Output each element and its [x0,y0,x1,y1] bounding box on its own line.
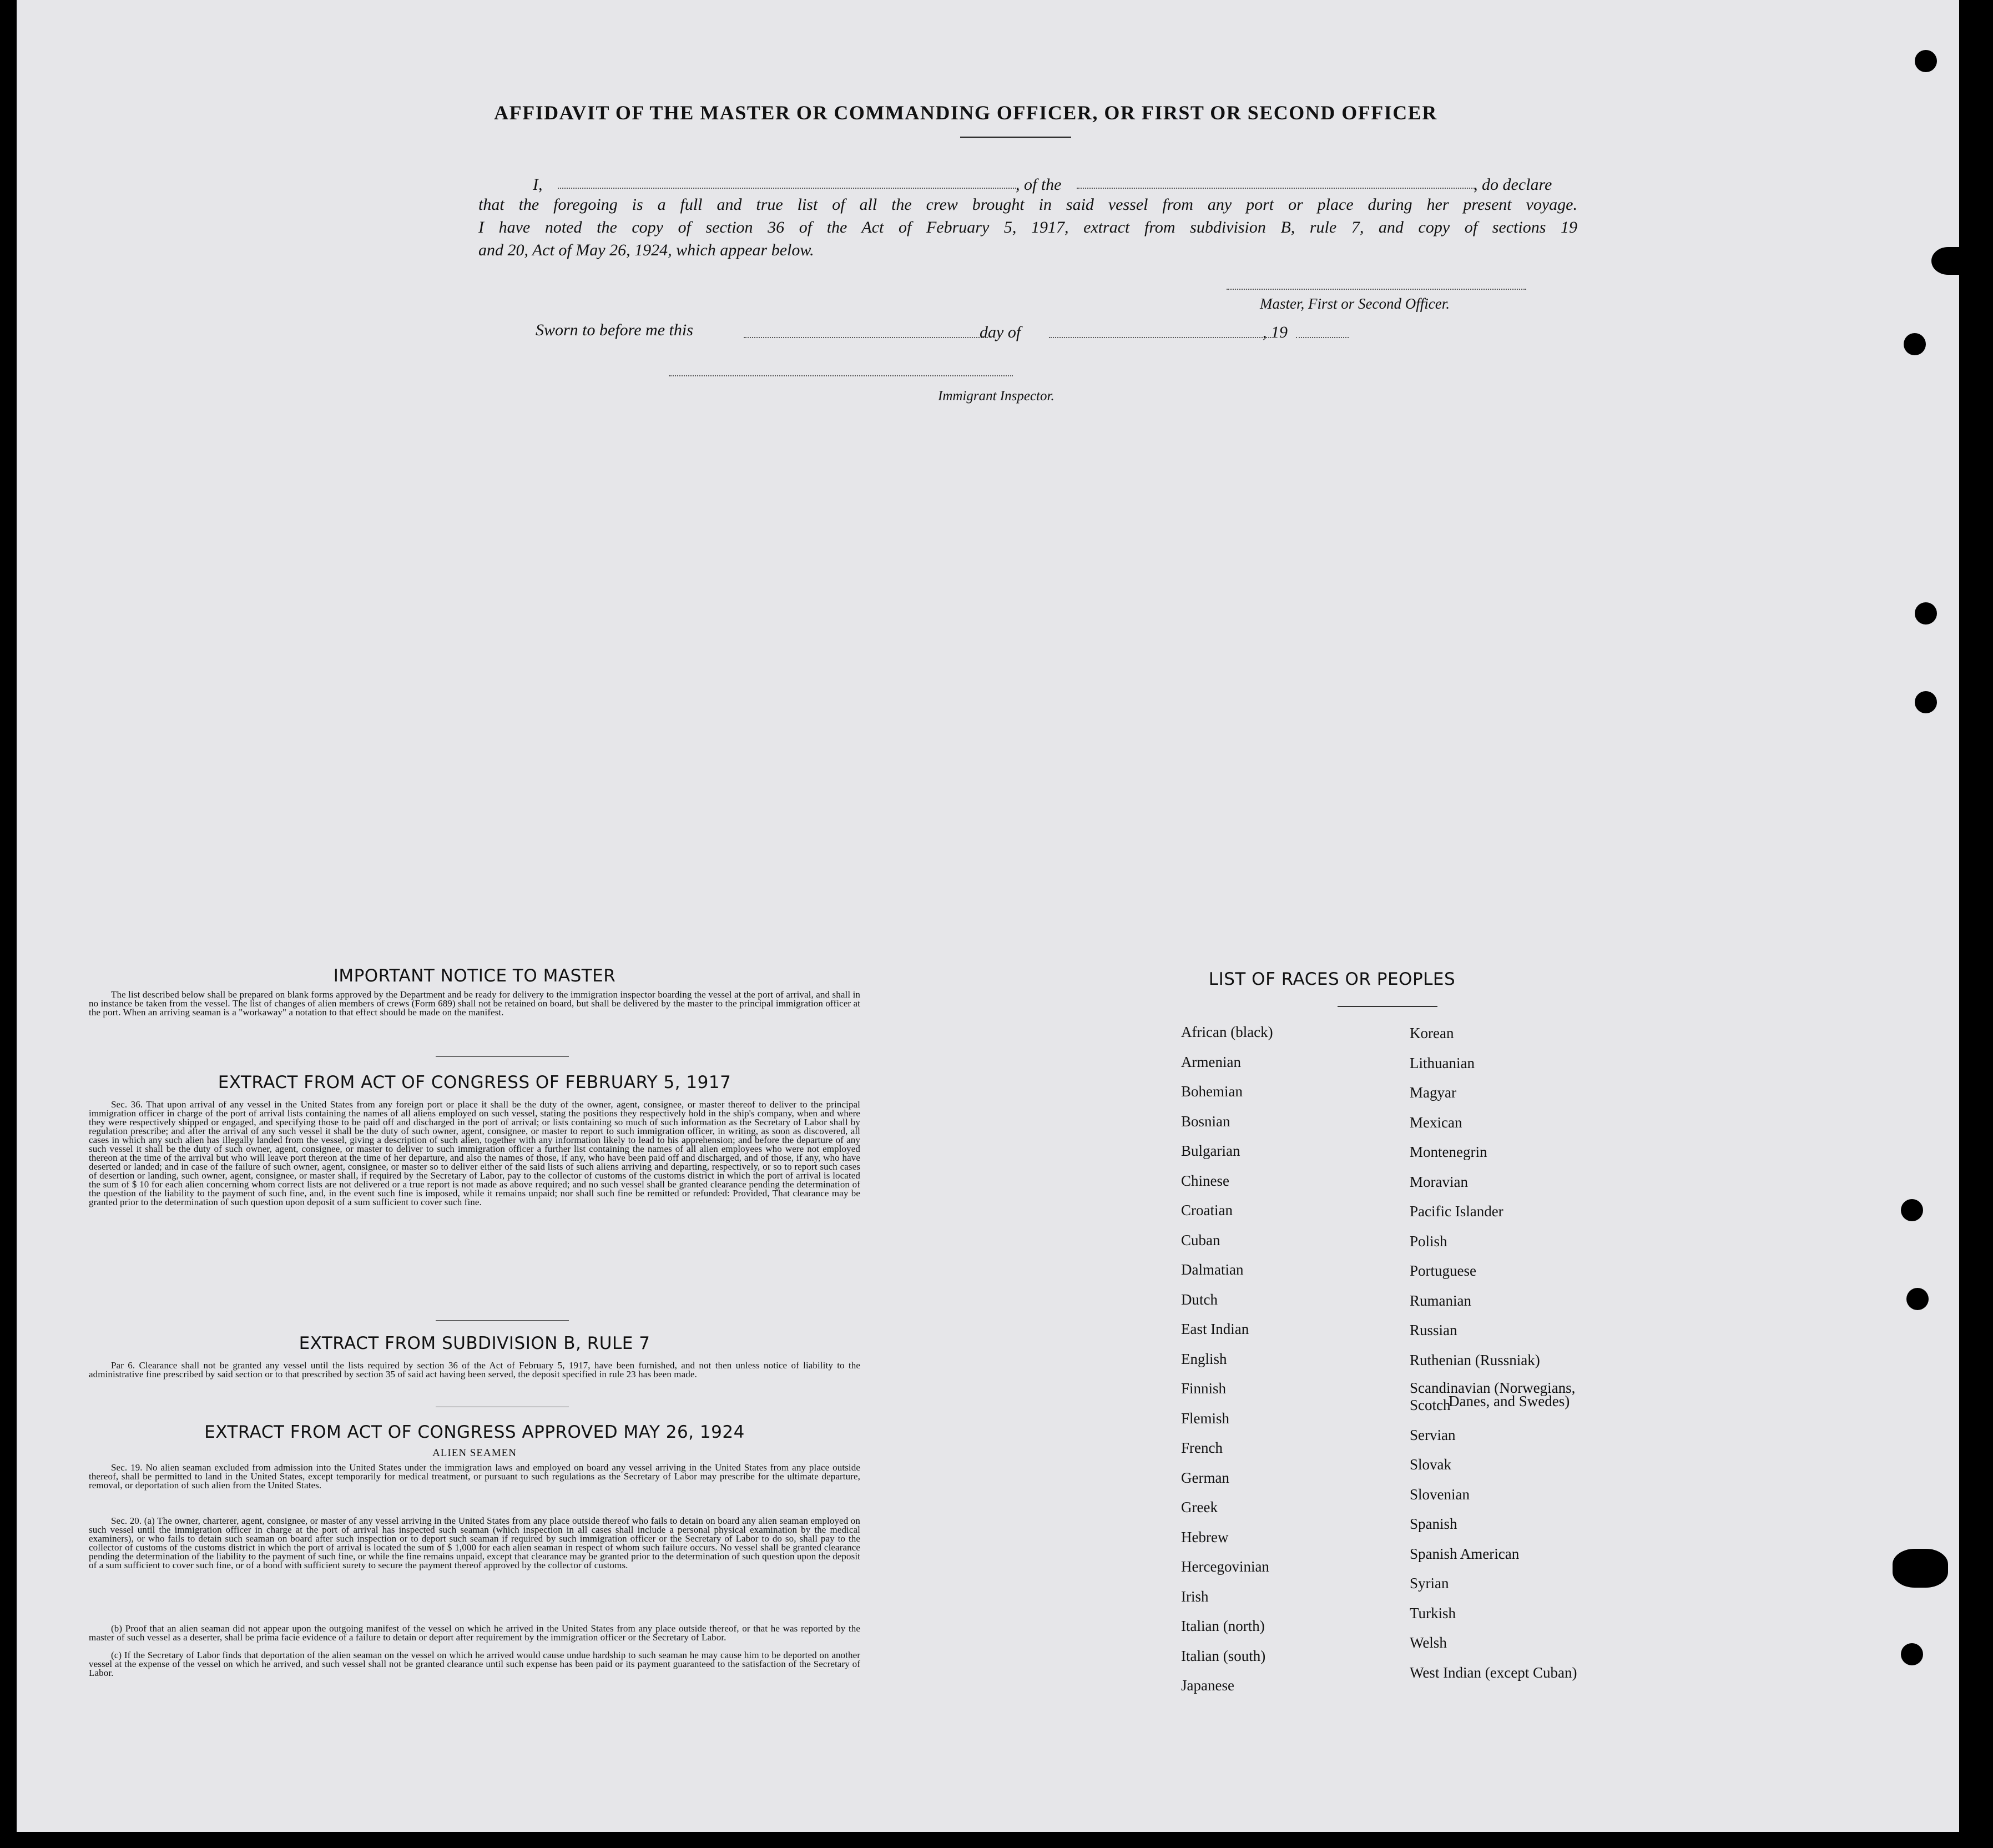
race-item: Croatian [1181,1202,1233,1218]
race-item: Irish [1181,1588,1209,1605]
race-item: Japanese [1181,1677,1234,1694]
affidavit-title: AFFIDAVIT OF THE MASTER OR COMMANDING OFFICER, OR FIRST OR SECOND OFFICER [494,102,1437,124]
punch-hole [1901,1643,1923,1665]
affidavit-line-2: that the foregoing is a full and true list of all the crew brought in said vessel from any port or place during her present voyage. [478,195,1577,214]
race-item: Polish [1410,1232,1447,1250]
race-item: Italian (north) [1181,1618,1265,1634]
act-1924-title: EXTRACT FROM ACT OF CONGRESS APPROVED MAY 26, 1924 [204,1422,745,1442]
race-item: Bohemian [1181,1083,1243,1100]
race-item: Hebrew [1181,1528,1229,1545]
inspector-caption: Immigrant Inspector. [938,389,1054,404]
notice-title: IMPORTANT NOTICE TO MASTER [333,966,616,986]
act-1917-title: EXTRACT FROM ACT OF CONGRESS OF FEBRUARY 5, 1917 [218,1072,731,1092]
race-item: Magyar [1410,1084,1456,1101]
race-item: Flemish [1181,1409,1230,1427]
inspector-signature-line[interactable] [669,375,1013,376]
race-item: Mexican [1410,1114,1462,1131]
sec-20b-text: (b) Proof that an alien seaman did not appear upon the outgoing manifest of the vessel on which he arrived in the United States from any place outside thereof, or that he was reported by the master of such vessel as a deserter, shall be prima facie evidence of a failure to detain or deport after requirement by the immigration officer or the Secretary of Labor. [89,1623,860,1643]
races-title: LIST OF RACES OR PEOPLES [1208,969,1456,989]
race-item: Ruthenian (Russniak) [1410,1351,1540,1368]
race-item: Greek [1181,1499,1218,1515]
races-left-column [1181,1024,1273,1707]
race-item: Armenian [1181,1053,1241,1070]
year-prefix: , 19 [1263,323,1288,341]
affidavit-declare: , do declare [1474,175,1552,194]
sworn-day-blank[interactable] [744,337,988,338]
race-item: English [1181,1350,1227,1367]
punch-hole [1915,691,1937,713]
race-item: Korean [1410,1025,1454,1041]
name-blank[interactable] [558,188,1018,189]
affidavit-line-4: and 20, Act of May 26, 1924, which appear below. [478,241,814,259]
race-item: Dutch [1181,1291,1218,1308]
torn-edge [1893,1549,1948,1588]
race-item: Slovenian [1410,1486,1470,1503]
day-of-text: day of [980,323,1021,341]
master-signature-line[interactable] [1227,289,1526,290]
punch-hole [1906,1288,1929,1310]
race-item-line: Scandinavian (Norwegians, [1410,1379,1576,1396]
race-item: Portuguese [1410,1262,1476,1279]
race-item: Syrian [1410,1575,1449,1592]
race-item: Servian [1410,1426,1456,1443]
vessel-blank[interactable] [1077,188,1476,189]
punch-hole [1915,602,1937,625]
year-blank[interactable] [1296,337,1349,338]
race-item: Finnish [1181,1380,1227,1397]
rule-7-text: Par 6. Clearance shall not be granted any vessel until the lists required by section 36 of the Act of February 5, 1917, have been furnished, and not then unless notice of liability to the administrative fine prescribed by said section or to that prescribed by section 35 of said act having been served, the deposit specified in rule 23 has been made. [89,1360,860,1379]
notice-text: The list described below shall be prepared on blank forms approved by the Department and be ready for delivery to the immigration inspector boarding the vessel at the port of arrival, and shall in no instance be taken from the vessel. The list of changes of alien members of crews (Form 689) shall not be retained on board, but shall be delivered by the master to the principal immigration officer at the port. When an arriving seaman is a "workaway" a notation to that effect should be made on the manifest. [89,989,860,1018]
race-item: French [1181,1439,1223,1456]
race-item: Russian [1410,1322,1457,1338]
affidavit-line-3: I have noted the copy of section 36 of the Act of February 5, 1917, extract from subdivision B, rule 7, and copy of sections 19 [478,218,1577,236]
affidavit-i: I, [533,175,543,194]
race-item-line: Danes, and Swedes) [1449,1393,1570,1409]
race-item: Spanish American [1410,1545,1520,1562]
master-signature-caption: Master, First or Second Officer. [1260,295,1450,312]
punch-hole [1915,50,1937,72]
races-right-column [1410,1025,1577,1694]
punch-hole [1904,333,1926,355]
rule-7-title: EXTRACT FROM SUBDIVISION B, RULE 7 [299,1333,650,1353]
race-item: African (black) [1181,1024,1273,1040]
race-item: Moravian [1410,1173,1468,1190]
sworn-month-blank[interactable] [1049,337,1271,338]
torn-edge [1931,247,1959,275]
race-item: Chinese [1181,1172,1229,1189]
act-1917-text: Sec. 36. That upon arrival of any vessel in the United States from any foreign port or place it shall be the duty of the owner, agent, consignee, or master thereof to deliver to the principal immigration officer in charge of the port of arrival lists containing the names of all aliens employed on such vessel, stating the positions they respectively hold in the ship's company, when and where they were respectively shipped or engaged, and specifying those to be paid off and discharged in the port of arrival; or lists containing so much of such information as the Secretary of Labor shall by regulation prescribe; and after the arrival of any such vessel it shall be the duty of such owner, agent, consignee, or master to report to such immigration officer, in writing, as soon as discovered, all cases in which any such alien has illegally landed from the vessel, giving a description of such alien, together with any information likely to lead to his apprehension; and before the departure of any such vessel it shall be the duty of such owner, agent, consignee, or master to deliver to such immigration officer a further list containing the names of all alien employees who were not employed thereon at the time of the arrival but who will leave port thereon at the time of her departure, and also the names of those, if any, who have been paid off and discharged, and of those, if any, who have deserted or landed; and in case of the failure of such owner, agent, consignee, or master so to deliver either of the said lists of such aliens arriving and departing, respectively, or so to report such cases of desertion or landing, such owner, agent, consignee, or master shall, if required by the Secretary of Labor, pay to the collector of customs of the customs district in which the port of arrival is located the sum of $ 10 for each alien concerning whom correct lists are not delivered or a true report is not made as above required; and no such vessel shall be granted clearance pending the determination of the question of the liability to the payment of such fine, and, in the event such fine is imposed, while it remains unpaid; nor shall such fine be remitted or refunded: Provided, That clearance may be granted prior to the determination of such question upon deposit of a sum sufficient to cover such fine. [89,1099,860,1207]
sec-20a-text: Sec. 20. (a) The owner, charterer, agent, consignee, or master of any vessel arriving in the United States from any place outside thereof who fails to detain on board any alien seaman employed on such vessel until the immigration officer in charge at the port of arrival has inspected such seaman (which inspection in all cases shall include a personal physical examination by the medical examiners), or who fails to detain such seaman on board after such inspection or to deport such seaman if required by such immigration officer or the Secretary of Labor to do so, shall pay to the collector of customs of the customs district in which the port of arrival is located the sum of $ 1,000 for each alien seaman in respect of whom such failure occurs. No vessel shall be granted clearance pending the determination of the liability to the payment of such fine, or while the fine remains unpaid, except that clearance may be granted prior to the determination of such question upon the deposit of a sum sufficient to cover such fine, or of a bond with sufficient surety to secure the payment thereof approved by the collector of customs. [89,1515,860,1570]
race-item: Cuban [1181,1231,1220,1248]
races-divider [1338,1006,1437,1007]
punch-hole [1901,1199,1923,1221]
race-item: Pacific Islander [1410,1203,1503,1220]
sworn-text: Sworn to before me this [536,321,693,339]
race-item: Hercegovinian [1181,1558,1269,1575]
race-item: Welsh [1410,1634,1447,1651]
race-item: Italian (south) [1181,1647,1266,1664]
sec-19-text: Sec. 19. No alien seaman excluded from admission into the United States under the immigration laws and employed on board any vessel arriving in the United States from any place outside thereof, shall be permitted to land in the United States, except temporarily for medical treatment, or pursuant to such regulations as the Secretary of Labor may prescribe for the ultimate departure, removal, or deportation of such alien from the United States. [89,1462,860,1491]
divider-1 [436,1056,569,1057]
title-divider [960,137,1071,138]
race-item: West Indian (except Cuban) [1410,1664,1577,1681]
affidavit-of-the: , of the [1016,175,1062,194]
divider-2 [436,1320,569,1321]
race-item: Bulgarian [1181,1142,1240,1159]
race-item: East Indian [1181,1321,1249,1337]
race-item: Dalmatian [1181,1261,1244,1278]
race-item: Montenegrin [1410,1144,1487,1160]
race-item: Slovak [1410,1456,1452,1473]
race-item: Bosnian [1181,1112,1230,1130]
alien-seamen-subtitle: ALIEN SEAMEN [432,1447,517,1459]
race-item: Rumanian [1410,1292,1471,1309]
race-item: German [1181,1469,1229,1486]
form-sheet [17,0,1959,1832]
race-item: Spanish [1410,1515,1457,1532]
sec-20c-text: (c) If the Secretary of Labor finds that deportation of the alien seaman on the vessel on which he arrived would cause undue hardship to such seaman he may cause him to be deported on another vessel at the expense of the vessel on which he arrived, and such vessel shall not be granted clearance until such expense has been paid or its payment guaranteed to the satisfaction of the Secretary of Labor. [89,1650,860,1678]
race-item: Lithuanian [1410,1054,1475,1071]
race-item: Scotch [1410,1396,1451,1413]
race-item: Turkish [1410,1604,1456,1622]
